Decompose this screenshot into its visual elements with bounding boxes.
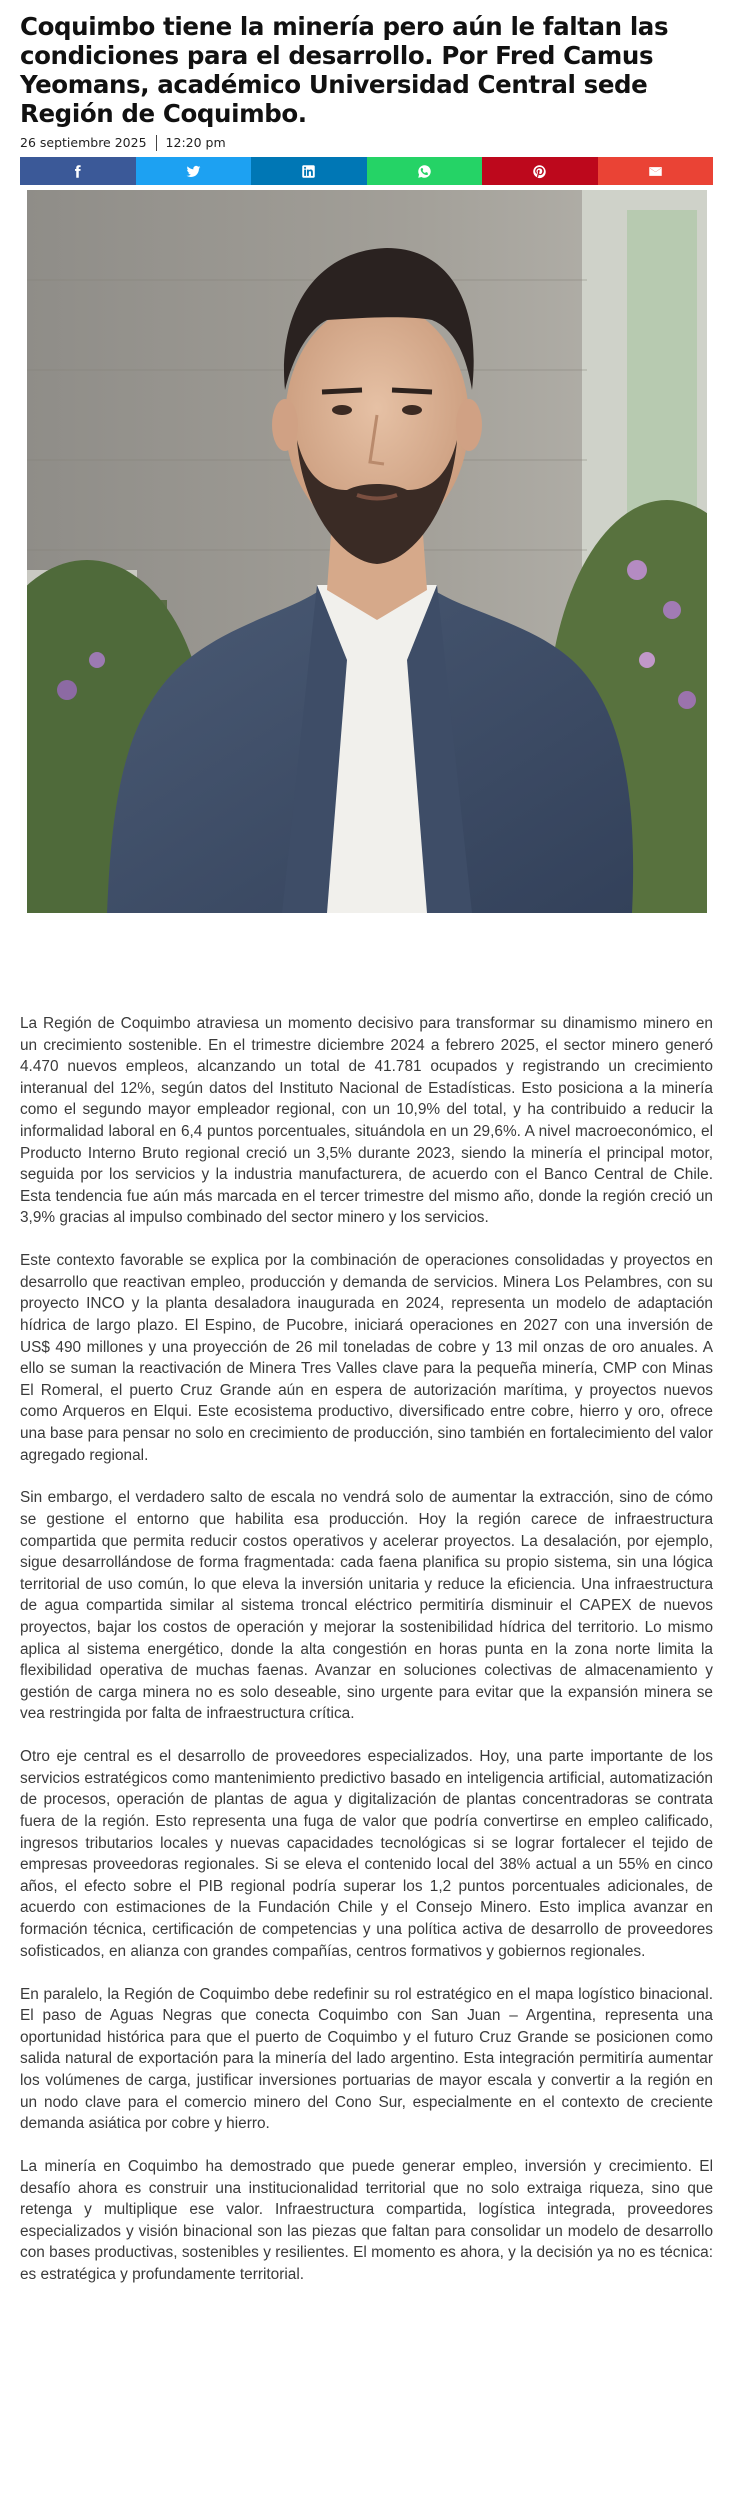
pinterest-icon <box>532 164 547 179</box>
share-facebook-button[interactable] <box>20 157 136 185</box>
whatsapp-icon <box>417 164 432 179</box>
article-meta <box>20 134 713 151</box>
paragraph: Otro eje central es el desarrollo de proveedores especializados. Hoy, una parte importante de los servicios estratégicos como mantenimiento predictivo basado en inteligencia artificial, automatización de procesos, operación de plantas de agua y digitalización de plantas concentradoras se contrata fuera de la región. Esto representa una fuga de valor que podría convertirse en empleo calificado, ingresos tributarios locales y nuevas capacidades tecnológicas si se lograr fortalecer el tejido de empresas proveedoras regionales. Si se eleva el contenido local del 38% actual a un 55% en cinco años, el efecto sobre el PIB regional podría superar los 1,2 puntos porcentuales adicionales, de acuerdo con estimaciones de la Fundación Chile y el Consejo Minero. Esto implica avanzar en formación técnica, certificación de competencias y una política activa de desarrollo de proveedores sofisticados, en alianza con grandes compañías, centros formativos y gobiernos regionales. <box>20 1748 713 1960</box>
share-bar <box>20 157 713 185</box>
article-header <box>20 12 713 185</box>
facebook-icon <box>70 164 85 179</box>
article-time: 12:20 pm <box>165 135 226 150</box>
paragraph: Sin embargo, el verdadero salto de escala no vendrá solo de aumentar la extracción, sino de cómo se gestione el entorno que habilita esa producción. Hoy la región carece de infraestructura compartida que permita reducir costos operativos y acelerar proyectos. La desalación, por ejemplo, sigue desarrollándose de forma fragmentada: cada faena planifica su propio sistema, sin una lógica territorial de uso común, lo que eleva la inversión unitaria y reduce la eficiencia. Una infraestructura de agua compartida similar al sistema troncal eléctrico permitiría disminuir el CAPEX de nuevos proyectos, bajar los costos de operación y mejorar la sostenibilidad hídrica del territorio. Lo mismo aplica al sistema energético, donde la alta congestión en horas punta en la zona norte limita la flexibilidad operativa de muchas faenas. Avanzar en soluciones colectivas de almacenamiento y gestión de carga minera no es solo deseable, sino urgente para evitar que la expansión minera se vea restringida por falta de infraestructura crítica. <box>20 1489 713 1723</box>
article-photo <box>27 190 707 913</box>
email-icon <box>648 164 663 179</box>
meta-divider <box>156 135 157 151</box>
share-twitter-button[interactable] <box>136 157 252 185</box>
share-email-button[interactable] <box>598 157 714 185</box>
share-whatsapp-button[interactable] <box>367 157 483 185</box>
article-title: Coquimbo tiene la minería pero aún le faltan las condiciones para el desarrollo. Por Fred Camus Yeomans, académico Universidad Central sede Región de Coquimbo. <box>20 12 669 128</box>
share-linkedin-button[interactable] <box>251 157 367 185</box>
twitter-icon <box>186 164 201 179</box>
paragraph: En paralelo, la Región de Coquimbo debe redefinir su rol estratégico en el mapa logístico binacional. El paso de Aguas Negras que conecta Coquimbo con San Juan – Argentina, representa una oportunidad histórica para que el puerto de Coquimbo y el futuro Cruz Grande se posicionen como salida natural de exportación para la minería del lado argentino. Esta integración permitiría aumentar los volúmenes de carga, justificar inversiones portuarias de mayor escala y convertir a la región en un nodo clave para el comercio minero del Cono Sur, especialmente en el contexto de creciente demanda asiática por cobre y hierro. <box>20 1985 713 2133</box>
paragraph: La minería en Coquimbo ha demostrado que puede generar empleo, inversión y crecimiento. El desafío ahora es construir una institucionalidad territorial que no solo extraiga riqueza, sino que retenga y multiplique ese valor. Infraestructura compartida, logística integrada, proveedores especializados y visión binacional son las piezas que faltan para consolidar un modelo de desarrollo con bases productivas, sostenibles y resilientes. El momento es ahora, y la decisión ya no es técnica: es estratégica y profundamente territorial. <box>20 2157 713 2283</box>
share-pinterest-button[interactable] <box>482 157 598 185</box>
article-date: 26 septiembre 2025 <box>20 135 147 150</box>
linkedin-icon <box>301 164 316 179</box>
portrait-photo <box>27 190 707 913</box>
paragraph: La Región de Coquimbo atraviesa un momento decisivo para transformar su dinamismo minero en un crecimiento sostenible. En el trimestre diciembre 2024 a febrero 2025, el sector minero generó 4.470 nuevos empleos, alcanzando un total de 41.781 ocupados y registrando un crecimiento interanual del 12%, según datos del Instituto Nacional de Estadísticas. Esto posiciona a la minería como el segundo mayor empleador regional, con un 10,9% del total, y ha contribuido a reducir la informalidad laboral en 6,4 puntos porcentuales, situándola en un 29,6%. A nivel macroeconómico, el Producto Interno Bruto regional creció un 3,5% durante 2023, siendo la minería el principal motor, seguida por los servicios y la industria manufacturera, de acuerdo con el Banco Central de Chile. Esta tendencia fue aún más marcada en el tercer trimestre del mismo año, donde la región creció un 3,9% gracias al impulso combinado del sector minero y los servicios. <box>20 1015 713 1227</box>
article-body <box>20 1013 713 2307</box>
paragraph: Este contexto favorable se explica por la combinación de operaciones consolidadas y proyectos en desarrollo que reactivan empleo, producción y demanda de servicios. Minera Los Pelambres, con su proyecto INCO y la planta desaladora inaugurada en 2024, representa un modelo de adaptación hídrica de largo plazo. El Espino, de Pucobre, iniciará operaciones en 2027 con una inversión de US$ 490 millones y una proyección de 26 mil toneladas de cobre y 13 mil onzas de oro anuales. A ello se suman la reactivación de Minera Tres Valles clave para la pequeña minería, CMP con Minas El Romeral, el puerto Cruz Grande aún en espera de autorización marítima, y proyectos nuevos como Arqueros en Elqui. Este ecosistema productivo, diversificado entre cobre, hierro y oro, ofrece una base para pensar no solo en crecimiento de producción, sino también en fortalecimiento del valor agregado regional. <box>20 1252 713 1464</box>
